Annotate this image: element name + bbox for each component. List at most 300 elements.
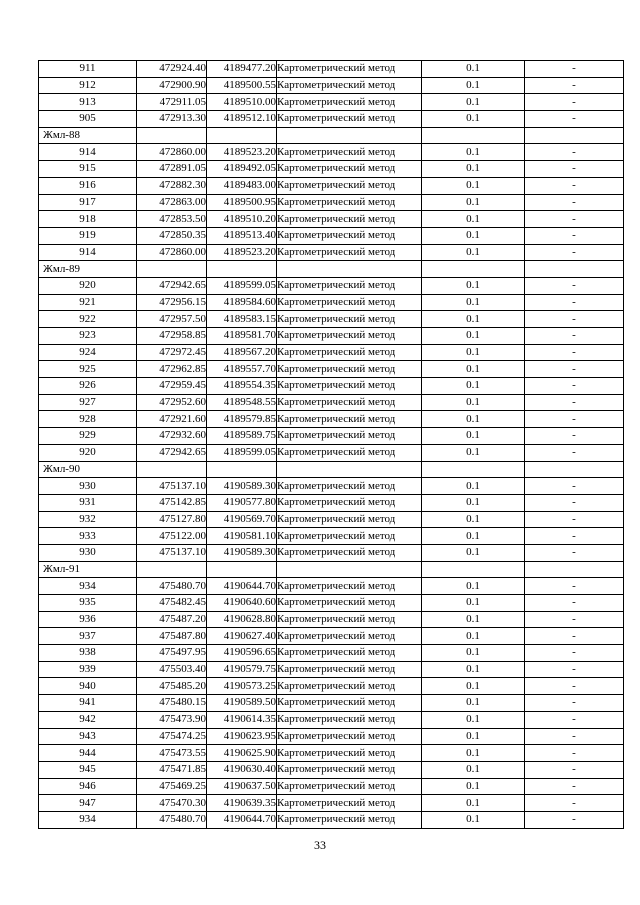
table-row <box>39 478 624 495</box>
note-cell: - <box>525 344 624 361</box>
method-cell: Картометрический метод <box>277 778 422 795</box>
note-cell: - <box>525 411 624 428</box>
accuracy-cell: 0.1 <box>422 795 525 812</box>
accuracy-cell: 0.1 <box>422 761 525 778</box>
x-coordinate-cell: 475127.80 <box>137 511 207 528</box>
note-cell: - <box>525 144 624 161</box>
method-cell: Картометрический метод <box>277 394 422 411</box>
table-row <box>39 711 624 728</box>
table-row <box>39 678 624 695</box>
table-row <box>39 294 624 311</box>
empty-cell <box>277 561 422 578</box>
method-cell: Картометрический метод <box>277 144 422 161</box>
accuracy-cell: 0.1 <box>422 344 525 361</box>
accuracy-cell: 0.1 <box>422 94 525 111</box>
point-number-cell: 915 <box>39 161 137 178</box>
method-cell: Картометрический метод <box>277 578 422 595</box>
table-row <box>39 494 624 511</box>
point-number-cell: 941 <box>39 695 137 712</box>
x-coordinate-cell: 475122.00 <box>137 528 207 545</box>
section-label: Жмл-88 <box>39 127 137 144</box>
section-label: Жмл-90 <box>39 461 137 478</box>
table-row <box>39 645 624 662</box>
point-number-cell: 911 <box>39 61 137 78</box>
accuracy-cell: 0.1 <box>422 244 525 261</box>
table-row <box>39 795 624 812</box>
x-coordinate-cell: 475473.55 <box>137 745 207 762</box>
table-row <box>39 244 624 261</box>
point-number-cell: 931 <box>39 494 137 511</box>
table-row <box>39 761 624 778</box>
note-cell: - <box>525 227 624 244</box>
point-number-cell: 924 <box>39 344 137 361</box>
point-number-cell: 935 <box>39 595 137 612</box>
y-coordinate-cell: 4190589.30 <box>207 544 277 561</box>
y-coordinate-cell: 4189500.55 <box>207 77 277 94</box>
x-coordinate-cell: 475473.90 <box>137 711 207 728</box>
point-number-cell: 930 <box>39 478 137 495</box>
y-coordinate-cell: 4189510.00 <box>207 94 277 111</box>
empty-cell <box>525 127 624 144</box>
x-coordinate-cell: 475142.85 <box>137 494 207 511</box>
note-cell: - <box>525 528 624 545</box>
method-cell: Картометрический метод <box>277 294 422 311</box>
note-cell: - <box>525 94 624 111</box>
point-number-cell: 926 <box>39 378 137 395</box>
y-coordinate-cell: 4190639.35 <box>207 795 277 812</box>
method-cell: Картометрический метод <box>277 411 422 428</box>
note-cell: - <box>525 745 624 762</box>
accuracy-cell: 0.1 <box>422 494 525 511</box>
x-coordinate-cell: 475480.70 <box>137 811 207 828</box>
point-number-cell: 934 <box>39 578 137 595</box>
x-coordinate-cell: 475137.10 <box>137 478 207 495</box>
point-number-cell: 932 <box>39 511 137 528</box>
method-cell: Картометрический метод <box>277 161 422 178</box>
note-cell: - <box>525 394 624 411</box>
method-cell: Картометрический метод <box>277 478 422 495</box>
y-coordinate-cell: 4189500.95 <box>207 194 277 211</box>
y-coordinate-cell: 4189599.05 <box>207 444 277 461</box>
x-coordinate-cell: 472959.45 <box>137 378 207 395</box>
accuracy-cell: 0.1 <box>422 277 525 294</box>
y-coordinate-cell: 4189599.05 <box>207 277 277 294</box>
table-row <box>39 378 624 395</box>
y-coordinate-cell: 4189510.20 <box>207 211 277 228</box>
x-coordinate-cell: 472952.60 <box>137 394 207 411</box>
table-row <box>39 611 624 628</box>
x-coordinate-cell: 475482.45 <box>137 595 207 612</box>
method-cell: Картометрический метод <box>277 695 422 712</box>
y-coordinate-cell: 4189477.20 <box>207 61 277 78</box>
point-number-cell: 912 <box>39 77 137 94</box>
accuracy-cell: 0.1 <box>422 111 525 128</box>
x-coordinate-cell: 472924.40 <box>137 61 207 78</box>
note-cell: - <box>525 378 624 395</box>
method-cell: Картометрический метод <box>277 645 422 662</box>
note-cell: - <box>525 795 624 812</box>
note-cell: - <box>525 161 624 178</box>
table-row <box>39 428 624 445</box>
y-coordinate-cell: 4190573.25 <box>207 678 277 695</box>
note-cell: - <box>525 328 624 345</box>
x-coordinate-cell: 472972.45 <box>137 344 207 361</box>
table-row <box>39 444 624 461</box>
y-coordinate-cell: 4190644.70 <box>207 578 277 595</box>
table-row <box>39 311 624 328</box>
note-cell: - <box>525 645 624 662</box>
x-coordinate-cell: 472913.30 <box>137 111 207 128</box>
accuracy-cell: 0.1 <box>422 595 525 612</box>
empty-cell <box>277 461 422 478</box>
y-coordinate-cell: 4190625.90 <box>207 745 277 762</box>
empty-cell <box>137 561 207 578</box>
x-coordinate-cell: 472850.35 <box>137 227 207 244</box>
empty-cell <box>207 127 277 144</box>
note-cell: - <box>525 444 624 461</box>
method-cell: Картометрический метод <box>277 595 422 612</box>
method-cell: Картометрический метод <box>277 678 422 695</box>
note-cell: - <box>525 77 624 94</box>
table-row <box>39 61 624 78</box>
accuracy-cell: 0.1 <box>422 811 525 828</box>
method-cell: Картометрический метод <box>277 494 422 511</box>
method-cell: Картометрический метод <box>277 711 422 728</box>
x-coordinate-cell: 475480.70 <box>137 578 207 595</box>
note-cell: - <box>525 294 624 311</box>
table-row <box>39 695 624 712</box>
accuracy-cell: 0.1 <box>422 77 525 94</box>
method-cell: Картометрический метод <box>277 745 422 762</box>
note-cell: - <box>525 244 624 261</box>
note-cell: - <box>525 661 624 678</box>
accuracy-cell: 0.1 <box>422 478 525 495</box>
point-number-cell: 922 <box>39 311 137 328</box>
note-cell: - <box>525 111 624 128</box>
x-coordinate-cell: 475469.25 <box>137 778 207 795</box>
point-number-cell: 917 <box>39 194 137 211</box>
section-row <box>39 127 624 144</box>
note-cell: - <box>525 511 624 528</box>
note-cell: - <box>525 728 624 745</box>
accuracy-cell: 0.1 <box>422 394 525 411</box>
accuracy-cell: 0.1 <box>422 528 525 545</box>
note-cell: - <box>525 361 624 378</box>
table-row <box>39 194 624 211</box>
point-number-cell: 914 <box>39 244 137 261</box>
accuracy-cell: 0.1 <box>422 778 525 795</box>
y-coordinate-cell: 4190630.40 <box>207 761 277 778</box>
empty-cell <box>422 561 525 578</box>
table-row <box>39 595 624 612</box>
table-row <box>39 745 624 762</box>
point-number-cell: 936 <box>39 611 137 628</box>
point-number-cell: 940 <box>39 678 137 695</box>
point-number-cell: 914 <box>39 144 137 161</box>
y-coordinate-cell: 4189483.00 <box>207 177 277 194</box>
note-cell: - <box>525 428 624 445</box>
note-cell: - <box>525 628 624 645</box>
accuracy-cell: 0.1 <box>422 611 525 628</box>
x-coordinate-cell: 472921.60 <box>137 411 207 428</box>
section-label: Жмл-91 <box>39 561 137 578</box>
empty-cell <box>207 561 277 578</box>
y-coordinate-cell: 4189584.60 <box>207 294 277 311</box>
table-row <box>39 77 624 94</box>
x-coordinate-cell: 472911.05 <box>137 94 207 111</box>
point-number-cell: 942 <box>39 711 137 728</box>
page-number: 33 <box>314 838 326 852</box>
x-coordinate-cell: 475137.10 <box>137 544 207 561</box>
y-coordinate-cell: 4190577.80 <box>207 494 277 511</box>
accuracy-cell: 0.1 <box>422 227 525 244</box>
point-number-cell: 916 <box>39 177 137 194</box>
method-cell: Картометрический метод <box>277 444 422 461</box>
table-row <box>39 628 624 645</box>
y-coordinate-cell: 4190637.50 <box>207 778 277 795</box>
empty-cell <box>422 127 525 144</box>
table-row <box>39 728 624 745</box>
note-cell: - <box>525 595 624 612</box>
note-cell: - <box>525 778 624 795</box>
table-row <box>39 778 624 795</box>
accuracy-cell: 0.1 <box>422 444 525 461</box>
empty-cell <box>137 461 207 478</box>
y-coordinate-cell: 4190579.75 <box>207 661 277 678</box>
empty-cell <box>137 261 207 278</box>
accuracy-cell: 0.1 <box>422 144 525 161</box>
method-cell: Картометрический метод <box>277 211 422 228</box>
x-coordinate-cell: 472932.60 <box>137 428 207 445</box>
point-number-cell: 929 <box>39 428 137 445</box>
point-number-cell: 919 <box>39 227 137 244</box>
section-label: Жмл-89 <box>39 261 137 278</box>
point-number-cell: 944 <box>39 745 137 762</box>
method-cell: Картометрический метод <box>277 277 422 294</box>
accuracy-cell: 0.1 <box>422 211 525 228</box>
y-coordinate-cell: 4189579.85 <box>207 411 277 428</box>
point-number-cell: 920 <box>39 277 137 294</box>
note-cell: - <box>525 211 624 228</box>
point-number-cell: 939 <box>39 661 137 678</box>
table-row <box>39 578 624 595</box>
note-cell: - <box>525 194 624 211</box>
method-cell: Картометрический метод <box>277 344 422 361</box>
note-cell: - <box>525 61 624 78</box>
method-cell: Картометрический метод <box>277 378 422 395</box>
y-coordinate-cell: 4189548.55 <box>207 394 277 411</box>
accuracy-cell: 0.1 <box>422 177 525 194</box>
y-coordinate-cell: 4189567.20 <box>207 344 277 361</box>
point-number-cell: 943 <box>39 728 137 745</box>
method-cell: Картометрический метод <box>277 227 422 244</box>
method-cell: Картометрический метод <box>277 611 422 628</box>
empty-cell <box>525 461 624 478</box>
empty-cell <box>525 261 624 278</box>
method-cell: Картометрический метод <box>277 528 422 545</box>
method-cell: Картометрический метод <box>277 177 422 194</box>
method-cell: Картометрический метод <box>277 361 422 378</box>
x-coordinate-cell: 472891.05 <box>137 161 207 178</box>
empty-cell <box>207 461 277 478</box>
accuracy-cell: 0.1 <box>422 645 525 662</box>
y-coordinate-cell: 4190644.70 <box>207 811 277 828</box>
accuracy-cell: 0.1 <box>422 728 525 745</box>
y-coordinate-cell: 4189492.05 <box>207 161 277 178</box>
point-number-cell: 913 <box>39 94 137 111</box>
y-coordinate-cell: 4190589.30 <box>207 478 277 495</box>
table-row <box>39 277 624 294</box>
note-cell: - <box>525 761 624 778</box>
note-cell: - <box>525 711 624 728</box>
accuracy-cell: 0.1 <box>422 544 525 561</box>
point-number-cell: 925 <box>39 361 137 378</box>
accuracy-cell: 0.1 <box>422 661 525 678</box>
note-cell: - <box>525 494 624 511</box>
y-coordinate-cell: 4190640.60 <box>207 595 277 612</box>
note-cell: - <box>525 695 624 712</box>
x-coordinate-cell: 475503.40 <box>137 661 207 678</box>
section-row <box>39 561 624 578</box>
y-coordinate-cell: 4189583.15 <box>207 311 277 328</box>
y-coordinate-cell: 4190581.10 <box>207 528 277 545</box>
accuracy-cell: 0.1 <box>422 61 525 78</box>
accuracy-cell: 0.1 <box>422 194 525 211</box>
empty-cell <box>422 461 525 478</box>
method-cell: Картометрический метод <box>277 761 422 778</box>
x-coordinate-cell: 475487.80 <box>137 628 207 645</box>
note-cell: - <box>525 611 624 628</box>
point-number-cell: 938 <box>39 645 137 662</box>
point-number-cell: 930 <box>39 544 137 561</box>
method-cell: Картометрический метод <box>277 328 422 345</box>
point-number-cell: 918 <box>39 211 137 228</box>
note-cell: - <box>525 177 624 194</box>
table-row <box>39 811 624 828</box>
x-coordinate-cell: 472863.00 <box>137 194 207 211</box>
method-cell: Картометрический метод <box>277 428 422 445</box>
table-row <box>39 111 624 128</box>
empty-cell <box>207 261 277 278</box>
x-coordinate-cell: 472942.65 <box>137 277 207 294</box>
method-cell: Картометрический метод <box>277 544 422 561</box>
accuracy-cell: 0.1 <box>422 695 525 712</box>
y-coordinate-cell: 4190627.40 <box>207 628 277 645</box>
x-coordinate-cell: 472942.65 <box>137 444 207 461</box>
point-number-cell: 905 <box>39 111 137 128</box>
note-cell: - <box>525 578 624 595</box>
accuracy-cell: 0.1 <box>422 678 525 695</box>
x-coordinate-cell: 472860.00 <box>137 144 207 161</box>
coordinates-table-body <box>39 61 624 829</box>
table-row <box>39 144 624 161</box>
method-cell: Картометрический метод <box>277 111 422 128</box>
coordinates-table <box>38 60 624 829</box>
point-number-cell: 946 <box>39 778 137 795</box>
method-cell: Картометрический метод <box>277 61 422 78</box>
y-coordinate-cell: 4189513.40 <box>207 227 277 244</box>
point-number-cell: 920 <box>39 444 137 461</box>
accuracy-cell: 0.1 <box>422 411 525 428</box>
note-cell: - <box>525 277 624 294</box>
empty-cell <box>422 261 525 278</box>
x-coordinate-cell: 475471.85 <box>137 761 207 778</box>
point-number-cell: 933 <box>39 528 137 545</box>
method-cell: Картометрический метод <box>277 511 422 528</box>
x-coordinate-cell: 472900.90 <box>137 77 207 94</box>
y-coordinate-cell: 4189557.70 <box>207 361 277 378</box>
empty-cell <box>525 561 624 578</box>
accuracy-cell: 0.1 <box>422 428 525 445</box>
method-cell: Картометрический метод <box>277 661 422 678</box>
note-cell: - <box>525 678 624 695</box>
accuracy-cell: 0.1 <box>422 311 525 328</box>
x-coordinate-cell: 472962.85 <box>137 361 207 378</box>
table-row <box>39 211 624 228</box>
method-cell: Картометрический метод <box>277 77 422 94</box>
y-coordinate-cell: 4190628.80 <box>207 611 277 628</box>
accuracy-cell: 0.1 <box>422 628 525 645</box>
table-row <box>39 227 624 244</box>
y-coordinate-cell: 4190589.50 <box>207 695 277 712</box>
table-row <box>39 177 624 194</box>
accuracy-cell: 0.1 <box>422 745 525 762</box>
table-row <box>39 344 624 361</box>
y-coordinate-cell: 4189523.20 <box>207 244 277 261</box>
method-cell: Картометрический метод <box>277 811 422 828</box>
accuracy-cell: 0.1 <box>422 711 525 728</box>
section-row <box>39 261 624 278</box>
accuracy-cell: 0.1 <box>422 578 525 595</box>
y-coordinate-cell: 4190623.95 <box>207 728 277 745</box>
point-number-cell: 937 <box>39 628 137 645</box>
x-coordinate-cell: 472958.85 <box>137 328 207 345</box>
point-number-cell: 928 <box>39 411 137 428</box>
y-coordinate-cell: 4190614.35 <box>207 711 277 728</box>
empty-cell <box>277 261 422 278</box>
point-number-cell: 934 <box>39 811 137 828</box>
method-cell: Картометрический метод <box>277 728 422 745</box>
y-coordinate-cell: 4189581.70 <box>207 328 277 345</box>
section-row <box>39 461 624 478</box>
x-coordinate-cell: 475474.25 <box>137 728 207 745</box>
x-coordinate-cell: 475487.20 <box>137 611 207 628</box>
empty-cell <box>137 127 207 144</box>
table-row <box>39 161 624 178</box>
y-coordinate-cell: 4189523.20 <box>207 144 277 161</box>
x-coordinate-cell: 472853.50 <box>137 211 207 228</box>
x-coordinate-cell: 475470.30 <box>137 795 207 812</box>
note-cell: - <box>525 544 624 561</box>
note-cell: - <box>525 478 624 495</box>
table-row <box>39 544 624 561</box>
table-row <box>39 511 624 528</box>
method-cell: Картометрический метод <box>277 194 422 211</box>
accuracy-cell: 0.1 <box>422 361 525 378</box>
x-coordinate-cell: 472957.50 <box>137 311 207 328</box>
point-number-cell: 921 <box>39 294 137 311</box>
method-cell: Картометрический метод <box>277 628 422 645</box>
accuracy-cell: 0.1 <box>422 294 525 311</box>
x-coordinate-cell: 475485.20 <box>137 678 207 695</box>
y-coordinate-cell: 4189512.10 <box>207 111 277 128</box>
table-row <box>39 328 624 345</box>
accuracy-cell: 0.1 <box>422 161 525 178</box>
table-row <box>39 394 624 411</box>
table-row <box>39 528 624 545</box>
method-cell: Картометрический метод <box>277 311 422 328</box>
point-number-cell: 947 <box>39 795 137 812</box>
